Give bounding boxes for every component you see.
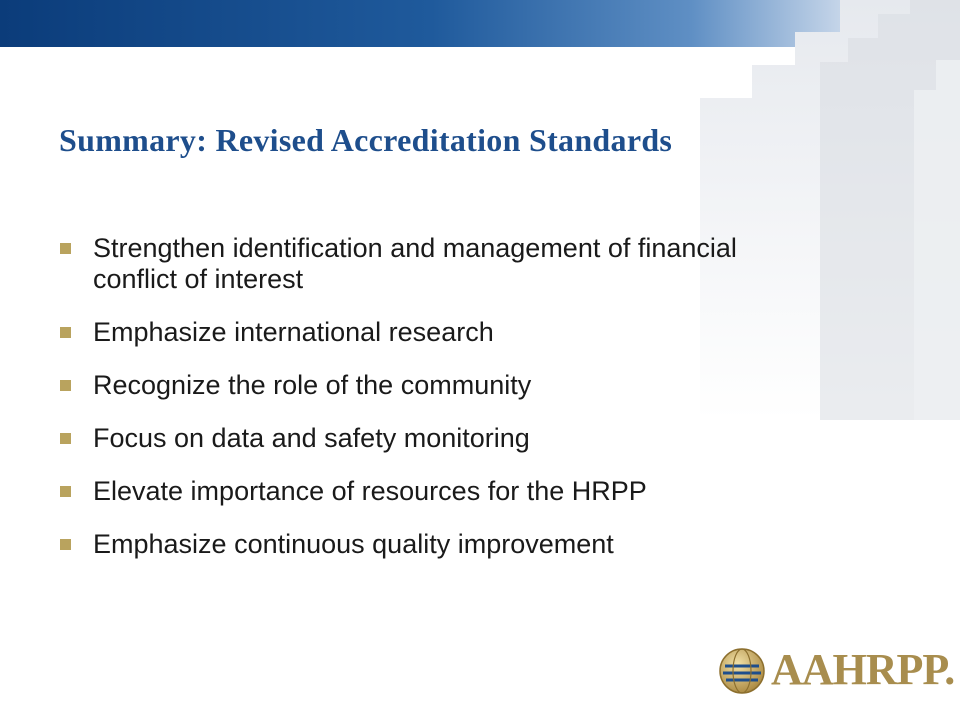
bullet-list [58,233,818,582]
square-bullet-icon [60,380,71,391]
bullet-text: Recognize the role of the community [93,370,532,400]
list-item [58,317,818,348]
square-bullet-icon [60,327,71,338]
square-bullet-icon [60,486,71,497]
square-bullet-icon [60,243,71,254]
globe-icon [717,646,767,696]
slide-title: Summary: Revised Accreditation Standards [59,122,673,158]
logo-text: AAHRPP. [771,645,955,694]
list-item [58,370,818,401]
square-bullet-icon [60,539,71,550]
bullet-text: Emphasize international research [93,317,494,347]
aahrpp-logo [717,640,955,700]
square-bullet-icon [60,433,71,444]
bullet-text: Strengthen identification and management of financial conflict of interest [93,233,737,294]
list-item [58,476,818,507]
list-item [58,529,818,560]
bullet-text: Emphasize continuous quality improvement [93,529,614,559]
bullet-text: Focus on data and safety monitoring [93,423,530,453]
bullet-text: Elevate importance of resources for the HRPP [93,476,647,506]
list-item [58,233,818,295]
list-item [58,423,818,454]
